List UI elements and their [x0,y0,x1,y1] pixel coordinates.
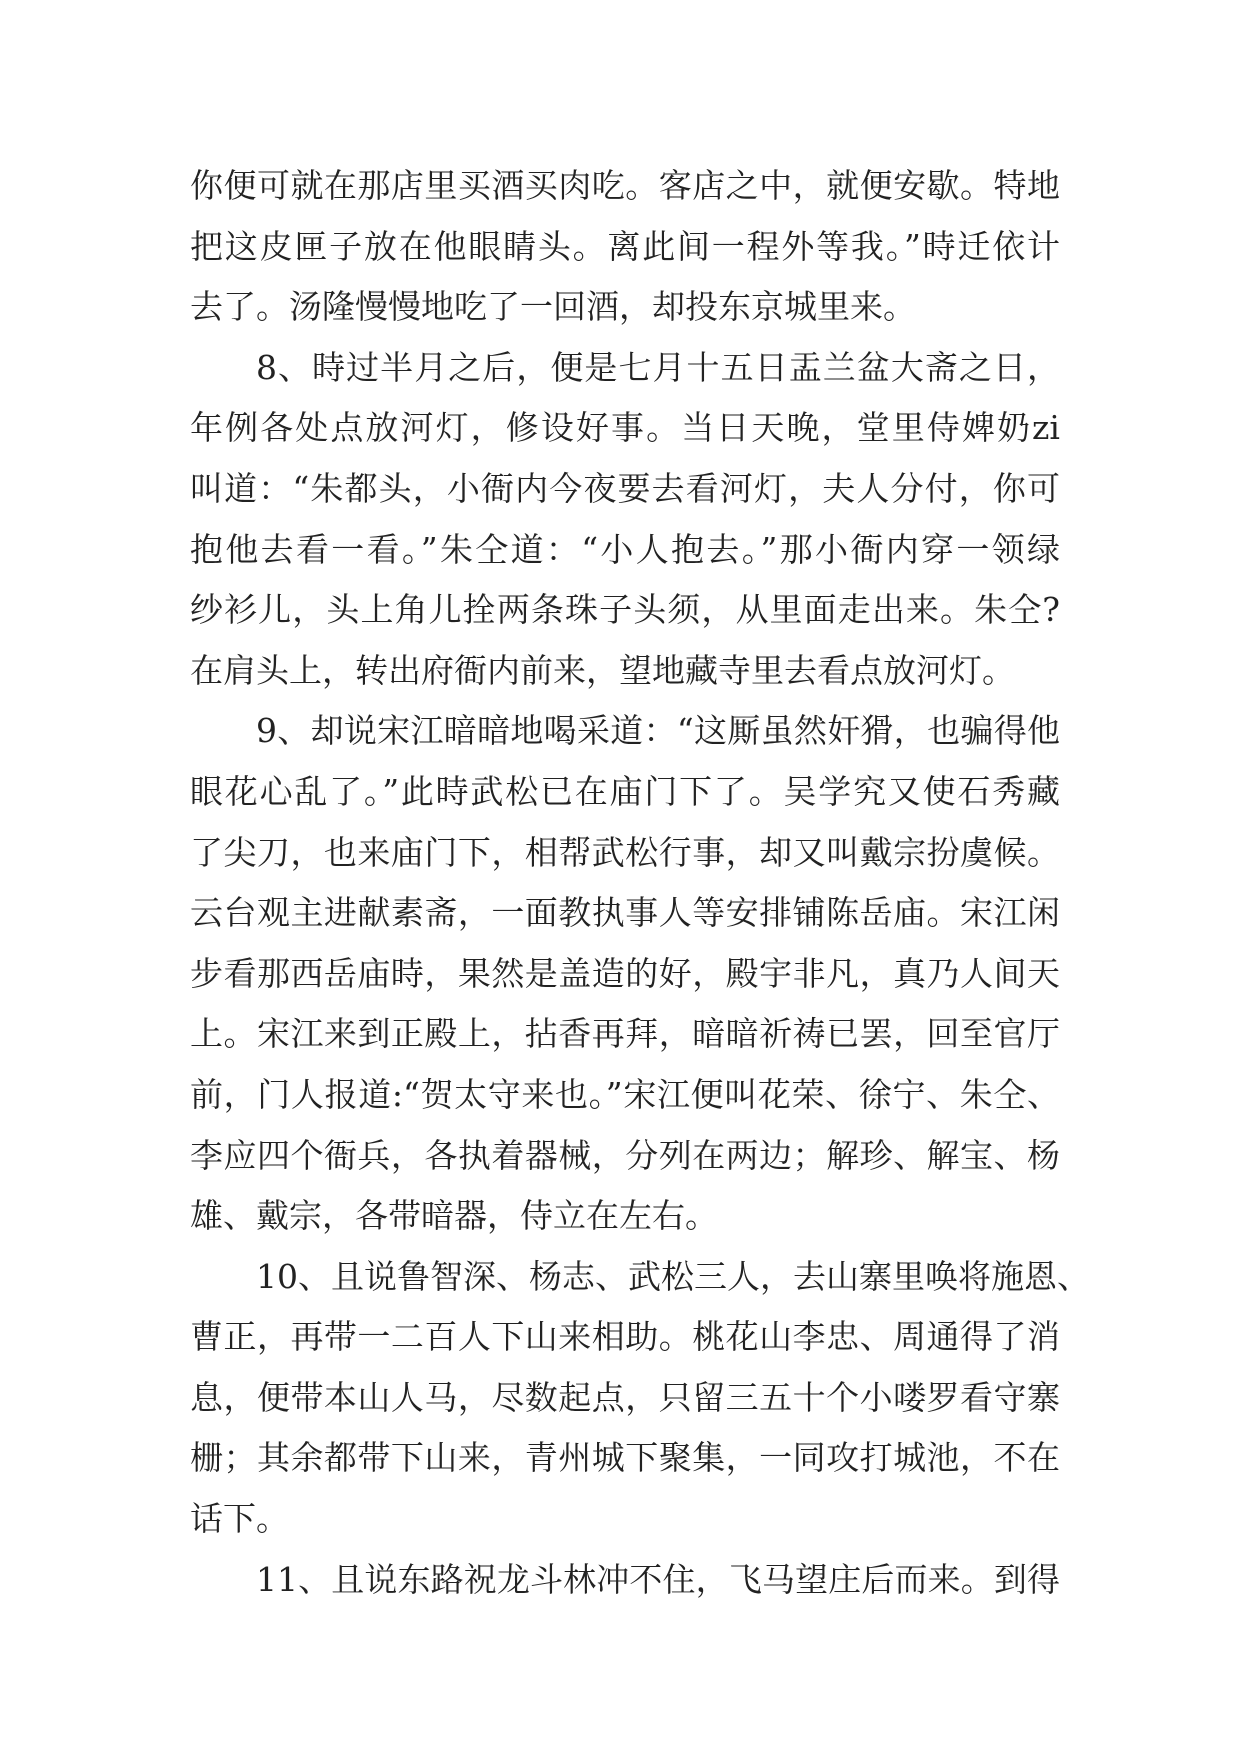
text-line: 雄、戴宗，各带暗器，侍立在左右。 [190,1196,718,1236]
paragraph-3 [190,701,1060,1246]
text-line: 李应四个衙兵，各执着器械，分列在两边；解珍、解宝、杨 [190,1135,1060,1175]
text-line: 前，门人报道:“贺太守来也。”宋江便叫花荣、徐宁、朱仝、 [190,1074,1060,1114]
paragraph-4 [190,1247,1090,1550]
text-line: 了尖刀，也来庙门下，相帮武松行事，却又叫戴宗扮虞候。 [190,832,1060,872]
paragraph-2 [190,338,1060,702]
text-line: 话下。 [190,1499,289,1539]
text-line: 在肩头上，转出府衙内前来，望地藏寺里去看点放河灯。 [190,650,1015,690]
text-line: 叫道：“朱都头，小衙内今夜要去看河灯，夫人分付，你可 [190,468,1060,508]
paragraph-5 [190,1550,1060,1611]
text-line: 息，便带本山人马，尽数起点，只留三五十个小喽罗看守寨 [190,1377,1060,1417]
text-line: 纱衫儿，头上角儿拴两条珠子头须，从里面走出来。朱仝? [190,590,1060,630]
text-line: 9、却说宋江暗暗地喝采道：“这厮虽然奸猾，也骗得他 [256,711,1060,751]
text-line: 曹正，再带一二百人下山来相助。桃花山李忠、周通得了消 [190,1317,1060,1357]
text-line: 上。宋江来到正殿上，拈香再拜，暗暗祈祷已罢，回至官厅 [190,1014,1060,1054]
text-line: 栅；其余都带下山来，青州城下聚集，一同攻打城池，不在 [190,1438,1060,1478]
paragraph-1 [190,156,1060,338]
text-line: 8、時过半月之后，便是七月十五日盂兰盆大斋之日， [256,347,1060,387]
text-line: 眼花心乱了。”此時武松已在庙门下了。吴学究又使石秀藏 [190,771,1060,811]
text-line: 云台观主进献素斋，一面教执事人等安排铺陈岳庙。宋江闲 [190,893,1060,933]
text-line: 去了。汤隆慢慢地吃了一回酒，却投东京城里来。 [190,287,916,327]
text-line: 抱他去看一看。”朱仝道：“小人抱去。”那小衙内穿一领绿 [190,529,1060,569]
text-line: 年例各处点放河灯，修设好事。当日天晚，堂里侍婢奶zi [190,408,1060,448]
document-body [190,156,1090,1610]
text-line: 你便可就在那店里买酒买肉吃。客店之中，就便安歇。特地 [190,166,1060,205]
text-line: 11、且说东路祝龙斗林冲不住，飞马望庄后而来。到得 [256,1559,1060,1599]
text-line: 把这皮匣子放在他眼睛头。离此间一程外等我。”時迁依计 [190,226,1060,266]
text-line: 10、且说鲁智深、杨志、武松三人，去山寨里唤将施恩、 [256,1256,1090,1296]
text-line: 步看那西岳庙時，果然是盖造的好，殿宇非凡，真乃人间天 [190,953,1060,993]
